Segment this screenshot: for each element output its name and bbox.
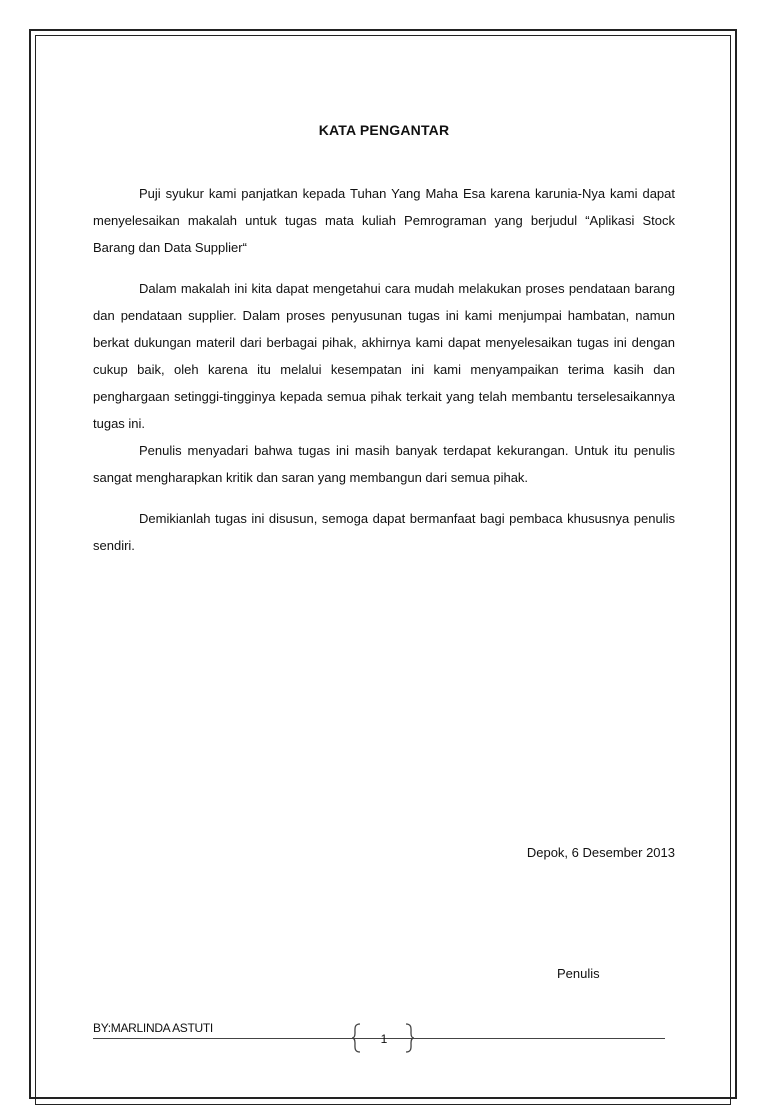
document-date: Depok, 6 Desember 2013 bbox=[526, 845, 675, 860]
page-number: 1 bbox=[380, 1032, 388, 1046]
paragraph-content: Dalam makalah ini kita dapat mengetahui cara mudah melakukan proses pendataan barang dan pendataan supplier. Dalam proses penyusunan tugas ini kami menjumpai hambatan, namun berkat dukungan materil dari berbagai pihak, akhirnya kami dapat menyelesaikan tugas ini dengan cukup baik, oleh karena itu melalui kesempatan ini kami menyampaikan terima kasih dan penghargaan setinggi-tingginya kepada semua pihak terkait yang telah membantu terselesaikannya tugas ini. bbox=[93, 281, 675, 431]
footer-brace-left bbox=[351, 1023, 361, 1053]
document-body bbox=[93, 180, 675, 559]
paragraph-closing: Demikianlah tugas ini disusun, semoga dapat bermanfaat bagi pembaca khususnya penulis sendiri. bbox=[93, 511, 675, 553]
footer-author: BY:MARLINDA ASTUTI bbox=[93, 1021, 213, 1035]
document-title: KATA PENGANTAR bbox=[318, 122, 450, 138]
paragraph-apology: Penulis menyadari bahwa tugas ini masih banyak terdapat kekurangan. Untuk itu penulis sangat mengharapkan kritik dan saran yang membangun dari semua pihak. bbox=[93, 443, 675, 485]
paragraph-intro: Puji syukur kami panjatkan kepada Tuhan Yang Maha Esa karena karunia-Nya kami dapat menyelesaikan makalah untuk tugas mata kuliah Pemrograman yang berjudul “Aplikasi Stock Barang dan Data Supplier“ bbox=[93, 186, 675, 255]
document-signer: Penulis bbox=[557, 966, 600, 981]
footer-brace-right bbox=[405, 1023, 415, 1053]
